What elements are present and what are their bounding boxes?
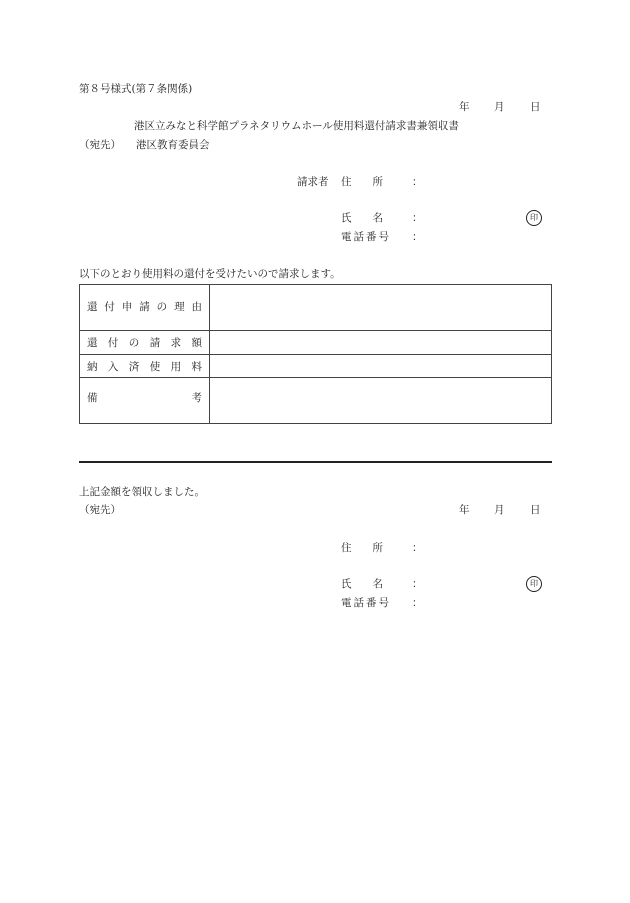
receipt-phone-label: 電話番号 — [341, 597, 391, 609]
row-value-cell[interactable] — [210, 285, 552, 331]
row-label-cell — [80, 378, 210, 424]
receipt-addressee-label: （宛先） — [79, 504, 121, 516]
refund-table — [79, 284, 552, 424]
claimant-phone-label: 電話番号 — [341, 231, 391, 243]
receipt-address-label: 住 所 — [341, 542, 383, 554]
row-value-cell[interactable] — [210, 331, 552, 355]
intro-text: 以下のとおり使用料の還付を受けたいので請求します。 — [79, 268, 341, 280]
receipt-date-month: 月 — [494, 504, 505, 516]
table-row — [80, 285, 552, 331]
claimant-label: 請求者 — [297, 176, 329, 188]
table-row — [80, 378, 552, 424]
receipt-address-colon: ： — [412, 542, 423, 554]
row-label: 備考 — [87, 392, 203, 404]
date-year: 年 — [459, 101, 470, 113]
row-label: 還付申請の理由 — [87, 301, 203, 313]
row-value-cell[interactable] — [210, 355, 552, 378]
receipt-phone-colon: ： — [412, 597, 423, 609]
receipt-seal-mark: 印 — [526, 576, 542, 592]
row-label-cell — [80, 331, 210, 355]
receipt-name-colon: ： — [412, 578, 423, 590]
date-day: 日 — [530, 101, 541, 113]
claimant-name-colon: ： — [412, 212, 423, 224]
date-month: 月 — [494, 101, 505, 113]
row-label: 納入済使用料 — [87, 360, 203, 373]
receipt-date-year: 年 — [459, 504, 470, 516]
document-title: 港区立みなと科学館プラネタリウムホール使用料還付請求書兼領収書 — [134, 120, 459, 132]
row-value-cell[interactable] — [210, 378, 552, 424]
form-number: 第８号様式(第７条関係) — [79, 83, 193, 95]
claimant-address-colon: ： — [412, 176, 423, 188]
receipt-name-label: 氏 名 — [341, 578, 383, 590]
receipt-text: 上記金額を領収しました。 — [79, 486, 205, 498]
claimant-seal-mark: 印 — [526, 210, 542, 226]
section-divider — [79, 461, 552, 463]
table-row — [80, 331, 552, 355]
table-row — [80, 355, 552, 378]
receipt-date-day: 日 — [530, 504, 541, 516]
row-label: 還付の請求額 — [87, 337, 203, 349]
claimant-name-label: 氏 名 — [341, 212, 383, 224]
claimant-address-label: 住 所 — [341, 176, 383, 188]
addressee-label: （宛先） — [79, 139, 121, 151]
claimant-phone-colon: ： — [412, 231, 423, 243]
row-label-cell — [80, 355, 210, 378]
row-label-cell — [80, 285, 210, 331]
addressee: 港区教育委員会 — [136, 139, 210, 151]
